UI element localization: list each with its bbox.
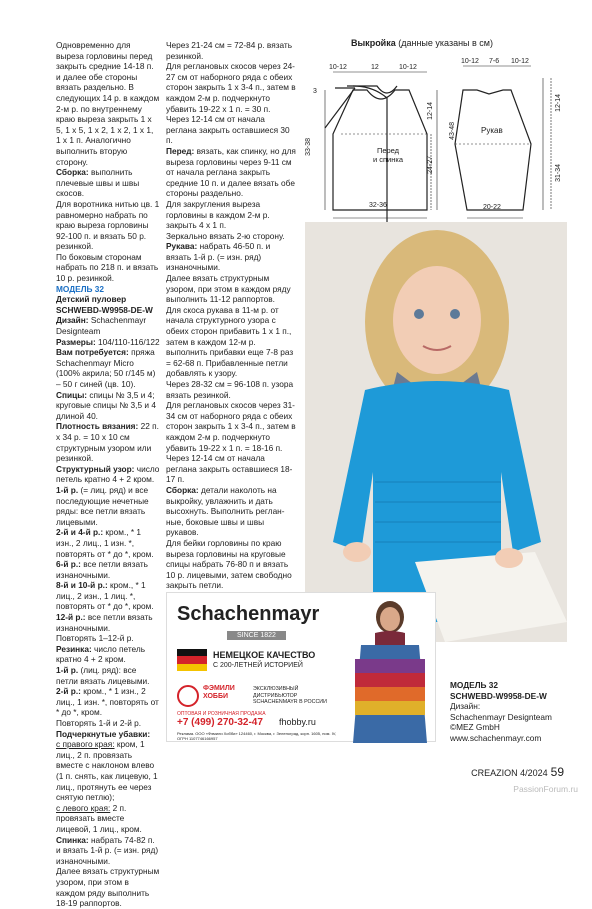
page-footer: [471, 765, 564, 779]
rib-row: 2-й р.: кром., * 1 изн., 2 лиц., 1 изн. *, повторять от * до *, кром.: [56, 686, 159, 718]
pattern-heading: Структурный узор: число петель кратно 4 + 2 кром.: [56, 463, 160, 485]
diagram-title: Выкройка (данные указаны в см): [351, 38, 493, 48]
pattern-row: 8-й и 10-й р.: кром., * 1 лиц., 2 изн., 1 лиц. *, повторять от * до *, кром.: [56, 580, 154, 612]
model-code: SCHWEBD-W9958-DE-W: [56, 304, 153, 315]
dim-label: 43-48: [449, 122, 456, 140]
sales-label: ОПТОВАЯ И РОЗНИЧНАЯ ПРОДАЖА: [177, 711, 266, 717]
rib-repeat: Повторять 1-й и 2-й р.: [56, 718, 142, 728]
photo-illustration: [305, 222, 567, 642]
text-paragraph: Для реглановых скосов через 31-34 см от наборного ряда с обеих сторон закрыть 1 х 3-4 п., затем в каждом 2-м р. подчеркнуто убавить 19-22 х 1 п. = 18-16 п.: [166, 400, 296, 453]
decrease-left: с левого края: 2 п. провязать вместе лицевой, 1 лиц., кром.: [56, 802, 142, 834]
design-credit: Дизайн: Schachenmayr Designteam: [56, 315, 147, 337]
rib-row: 1-й р. (лиц. ряд): все петли вязать лицевыми.: [56, 665, 150, 686]
ad-model-photo: [345, 593, 435, 743]
dim-label: 12-14: [427, 102, 434, 120]
child-sweater-photo: [305, 222, 567, 642]
text-paragraph: Через 21-24 см = 72-84 р. вязать резинкой.: [166, 40, 293, 61]
front-back-label: Перед и спинка: [372, 146, 404, 164]
dim-label: 31-34: [555, 164, 562, 182]
fh-logo-text: ФЭМИЛИ ХОББИ: [203, 685, 235, 700]
rib-heading: Резинка: число петель кратно 4 + 2 кром.: [56, 643, 146, 665]
ad-phone: +7 (499) 270-32-47: [177, 717, 263, 728]
front-heading: Перед: вязать, как спинку, но для выреза горловины через 9-11 см от начала реглана закрыть средние 10 п. и далее вязать обе стороны раздельно.: [166, 145, 296, 199]
pattern-row: 12-й р.: все петли вязать изнаночными.: [56, 612, 153, 633]
sleeve-label: Рукав: [481, 126, 503, 135]
magazine-name: CREAZION 4/2024: [471, 768, 548, 778]
caption-url: www.schachenmayr.com: [450, 732, 542, 743]
text-paragraph: Через 12-14 см от начала реглана закрыть оставшиеся 30 п.: [166, 114, 290, 146]
dim-label: 10-12: [511, 58, 529, 65]
text-paragraph: Через 12-14 см от начала реглана закрыть оставшиеся 18-17 п.: [166, 453, 293, 485]
text-paragraph: Для скоса рукава в 11-м р. от начала структурного узора с обеих сторон прибавить 1 х 1 п., затем в каждом 12-м р. выполнить прибавки еще 7-8 раз = 62-68 п. Прибавленные петли добавлять к узору.: [166, 304, 294, 379]
decrease-right: с правого края: кром, 1 лиц., 2 п. провязать вместе с наклоном влево (1 п. снять, как лицевую, 1 лиц., протянуть ее через снятую петлю);: [56, 739, 158, 803]
dim-label: 7-6: [489, 58, 500, 65]
pattern-row: 6-й р.: все петли вязать изнаночными.: [56, 559, 149, 580]
assembly-heading: Сборка: детали наколоть на выкройку, увлажнить и дать высохнуть. Выполнить реглан-ные, боковые швы и швы рукавов.: [166, 484, 285, 538]
back-heading: Спинка: набрать 74-82 п. и вязать 1-й р. (= изн. ряд) изнаночными.: [56, 834, 159, 866]
history-label: С 200-ЛЕТНЕЙ ИСТОРИЕЙ: [213, 662, 303, 669]
model-name: Детский пуловер: [56, 294, 127, 305]
dim-label: 12: [371, 64, 379, 71]
dim-label: 33-38: [305, 138, 312, 156]
needles: Спицы: спицы № 3,5 и 4; круговые спицы № 3,5 и 4 длиной 40.: [56, 389, 156, 421]
sizes: Размеры: 104/110-116/122: [56, 336, 160, 347]
dim-label: 24-27: [427, 156, 434, 174]
text-paragraph: Далее вязать структурным узором, при этом в каждом ряду выполнить 18-19 раппортов.: [56, 866, 160, 909]
dim-label: 3: [313, 88, 317, 95]
sleeve-heading: Рукава: набрать 46-50 п. и вязать 1-й р. (= изн. ряд) изнаночными.: [166, 241, 271, 273]
text-paragraph: Для бейки горловины по краю выреза горловины на круговые спицы набрать 76-80 п и вязать 10 р. лицевыми, затем свободно закрыть петли.: [166, 537, 292, 591]
ad-site: fhobby.ru: [279, 717, 316, 727]
text-paragraph: По боковым сторонам набрать по 218 п. и вязать 10 р. резинкой.: [56, 251, 159, 284]
materials: Вам потребуется: пряжа Schachenmayr Micro (100% акрила; 50 г/145 м) – 50 г синей (цв. 10).: [56, 347, 156, 389]
schachenmayr-advertisement: [166, 592, 436, 742]
instructions-column-1: [56, 40, 160, 909]
legal-text: Реклама. ООО «Фэмили Хобби» 124460, г. Москва, г. Зеленоград, корп. 1605, пом. IV, ОГРН 1107746166957: [177, 731, 337, 741]
brand-logo: Schachenmayr: [177, 603, 320, 625]
distributor-text: ЭКСКЛЮЗИВНЫЙ ДИСТРИБЬЮТОР SCHACHENMAYR В РОССИИ: [253, 686, 327, 705]
caption-copyright: ©MEZ GmbH: [450, 722, 500, 732]
dim-label: 32-36: [369, 202, 387, 209]
text-paragraph: Через 28-32 см = 96-108 п. узора вязать резинкой.: [166, 379, 294, 400]
text-paragraph: Для воротника нитью цв. 1 равномерно набрать по краю выреза горловины 92-100 п. и вязать 50 р. резинкой.: [56, 198, 160, 252]
pattern-diagram: [305, 38, 567, 218]
page-number: 59: [550, 765, 564, 779]
instructions-column-2: [166, 40, 296, 601]
model-title: МОДЕЛЬ 32: [56, 283, 105, 294]
caption-model: МОДЕЛЬ 32: [450, 680, 499, 690]
watermark: PassionForum.ru: [513, 784, 578, 794]
family-hobby-logo-icon: [177, 685, 199, 707]
pattern-row: 1-й р. (= лиц. ряд) и все последующие нечетные ряды: все петли вязать лицевыми.: [56, 484, 149, 527]
pattern-row: 2-й и 4-й р.: кром., * 1 изн., 2 лиц., 1 изн. *, повторять от * до *, кром.: [56, 527, 154, 559]
dim-label: 12-14: [555, 94, 562, 112]
text-paragraph: Для реглановых скосов через 24-27 см от наборного ряда с обеих сторон закрыть 1 х 3-4 п., затем в каждом 2-м р. подчеркнуто убавить 19-22 х 1 п. = 30 п.: [166, 61, 296, 114]
photo-caption: [450, 680, 580, 743]
text-paragraph: Для закругления выреза горловины в каждом 2-м р. закрыть 4 х 1 п.: [166, 198, 270, 231]
decrease-heading: Подчеркнутые убавки:: [56, 728, 151, 739]
caption-designer: Schachenmayr Designteam: [450, 711, 552, 722]
pattern-repeat: Повторять 1–12-й р.: [56, 633, 134, 644]
text-paragraph: Одновременно для выреза горловины перед закрыть средние 14-18 п. и далее обе стороны вязать раздельно. В следующих 14 р. в каждом 2-м р. по внутреннему краю выреза закрыть 1 х 5, 1 х 5, 1 х 2, 1 х 2, 1 х 1, 1 х 1 п. Аналогично выполнить вторую сторону.: [56, 40, 160, 167]
quality-label: НЕМЕЦКОЕ КАЧЕСТВО: [213, 650, 316, 660]
text-paragraph: Сборка: выполнить плечевые швы и швы скосов.: [56, 167, 140, 199]
german-flag-icon: [177, 649, 207, 671]
dim-label: 10-12: [461, 58, 479, 65]
caption-code: SCHWEBD-W9958-DE-W: [450, 690, 547, 701]
text-paragraph: Зеркально вязать 2-ю сторону.: [166, 230, 285, 241]
dim-label: 10-12: [399, 64, 417, 71]
dim-label: 20-22: [483, 204, 501, 211]
gauge: Плотность вязания: 22 п. х 34 р. = 10 х 10 см структурным узором или резинкой.: [56, 421, 159, 464]
dim-label: 10-12: [329, 64, 347, 71]
caption-design-label: Дизайн:: [450, 701, 481, 711]
since-label: SINCE 1822: [227, 631, 286, 640]
text-paragraph: Далее вязать структурным узором, при этом в каждом ряду выполнить 11-12 раппортов.: [166, 273, 291, 305]
